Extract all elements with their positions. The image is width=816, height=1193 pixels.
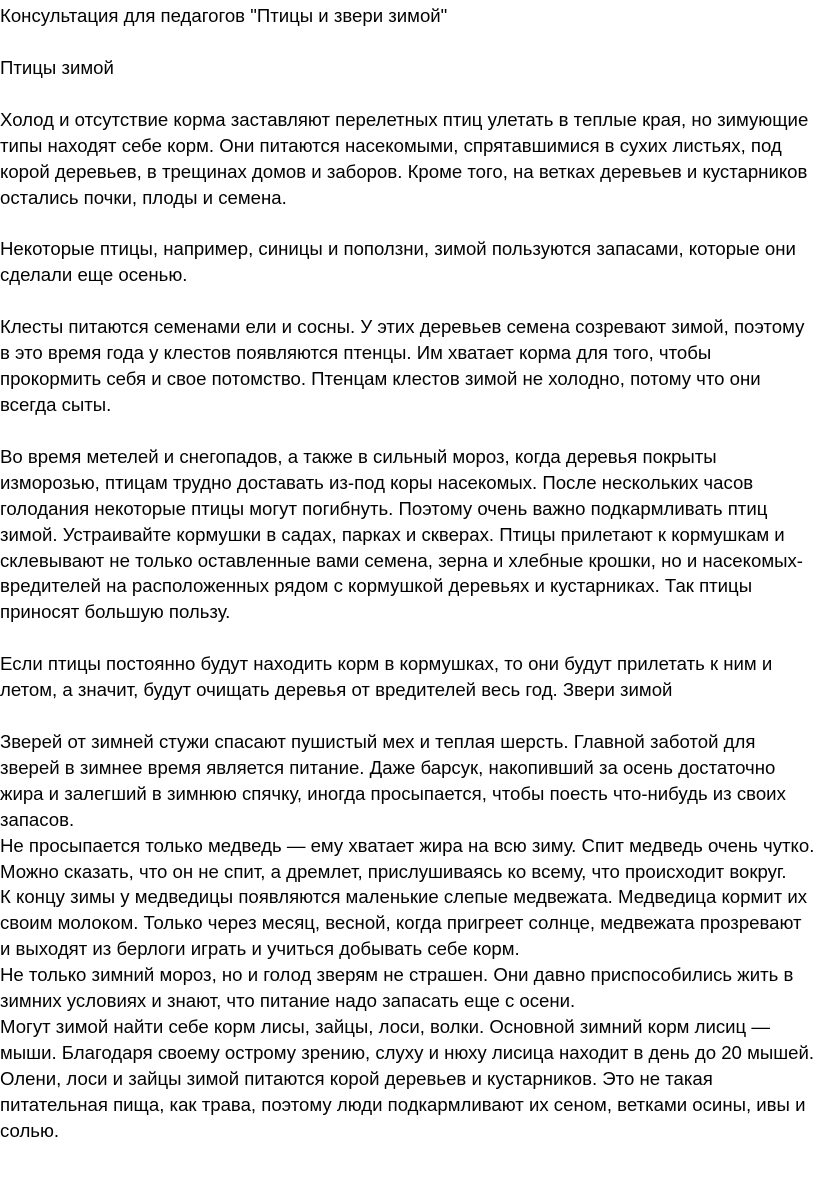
paragraph-crossbills: Клесты питаются семенами ели и сосны. У этих деревьев семена созревают зимой, поэтому в это время года у клестов появляются птенцы. Им хватает корма для того, чтобы прокормить себя и свое потомство. Птенцам клестов зимой не холодно, потому что они всегда сыты. (0, 316, 805, 415)
paragraph-summer-feeding: Если птицы постоянно будут находить корм в кормушках, то они будут прилетать к ним и летом, а значит, будут очищать деревья от вредителей весь год. Звери зимой (0, 653, 773, 701)
paragraph-birds-stores: Некоторые птицы, например, синицы и поползни, зимой пользуются запасами, которые они сделали еще осенью. (0, 238, 796, 286)
paragraph-fox: Могут зимой найти себе корм лисы, зайцы, лоси, волки. Основной зимний корм лисиц — мыши. Благодаря своему острому зрению, слуху и нюху лисица находит в день до 20 мышей. (0, 1016, 815, 1063)
paragraph-bear-cubs: К концу зимы у медведицы появляются маленькие слепые медвежата. Медведица кормит их своим молоком. Только через месяц, весной, когда пригреет солнце, медвежата прозревают и выходят из берлоги играть и учиться добывать себе корм. (0, 886, 808, 960)
paragraph-animals-fur: Зверей от зимней стужи спасают пушистый мех и теплая шерсть. Главной заботой для зверей в зимнее время является питание. Даже барсук, накопивший за осень достаточно жира и залегший в зимнюю спячку, иногда просыпается, чтобы поесть что-нибудь из своих запасов. (0, 731, 786, 830)
paragraph-deer: Олени, лоси и зайцы зимой питаются корой деревьев и кустарников. Это не такая питательная пища, как трава, поэтому люди подкармливают их сеном, ветками осины, ивы и солью. (0, 1067, 806, 1141)
paragraph-bear: Не просыпается только медведь — ему хватает жира на всю зиму. Спит медведь очень чутко. Можно сказать, что он не спит, а дремлет, прислушиваясь ко всему, что происходит вокруг. (0, 834, 815, 882)
section-heading-birds: Птицы зимой (0, 56, 114, 78)
paragraph-feeders: Во время метелей и снегопадов, а также в сильный мороз, когда деревья покрыты изморозью, птицам трудно доставать из-под коры насекомых. После нескольких часов голодания некоторые птицы могут погибнуть. Поэтому очень важно подкармливать птиц зимой. Устраивайте кормушки в садах, парках и скверах. Птицы прилетают к кормушкам и склевывают не только оставленные вами семена, зерна и хлебные крошки, но и насекомых-вредителей на расположенных рядом с кормушкой деревьях и кустарниках. Так птицы приносят большую пользу. (0, 445, 803, 623)
paragraph-birds-cold: Холод и отсутствие корма заставляют перелетных птиц улетать в теплые края, но зимующие типы находят себе корм. Они питаются насекомыми, спрятавшимися в сухих листьях, под корой деревьев, в трещинах домов и заборов. Кроме того, на ветках деревьев и кустарников остались почки, плоды и семена. (0, 108, 809, 208)
paragraph-winter-hunger: Не только зимний мороз, но и голод зверям не страшен. Они давно приспособились жить в зимних условиях и знают, что питание надо запасать еще с осени. (0, 964, 794, 1012)
document-title: Консультация для педагогов "Птицы и звери зимой" (0, 5, 448, 26)
